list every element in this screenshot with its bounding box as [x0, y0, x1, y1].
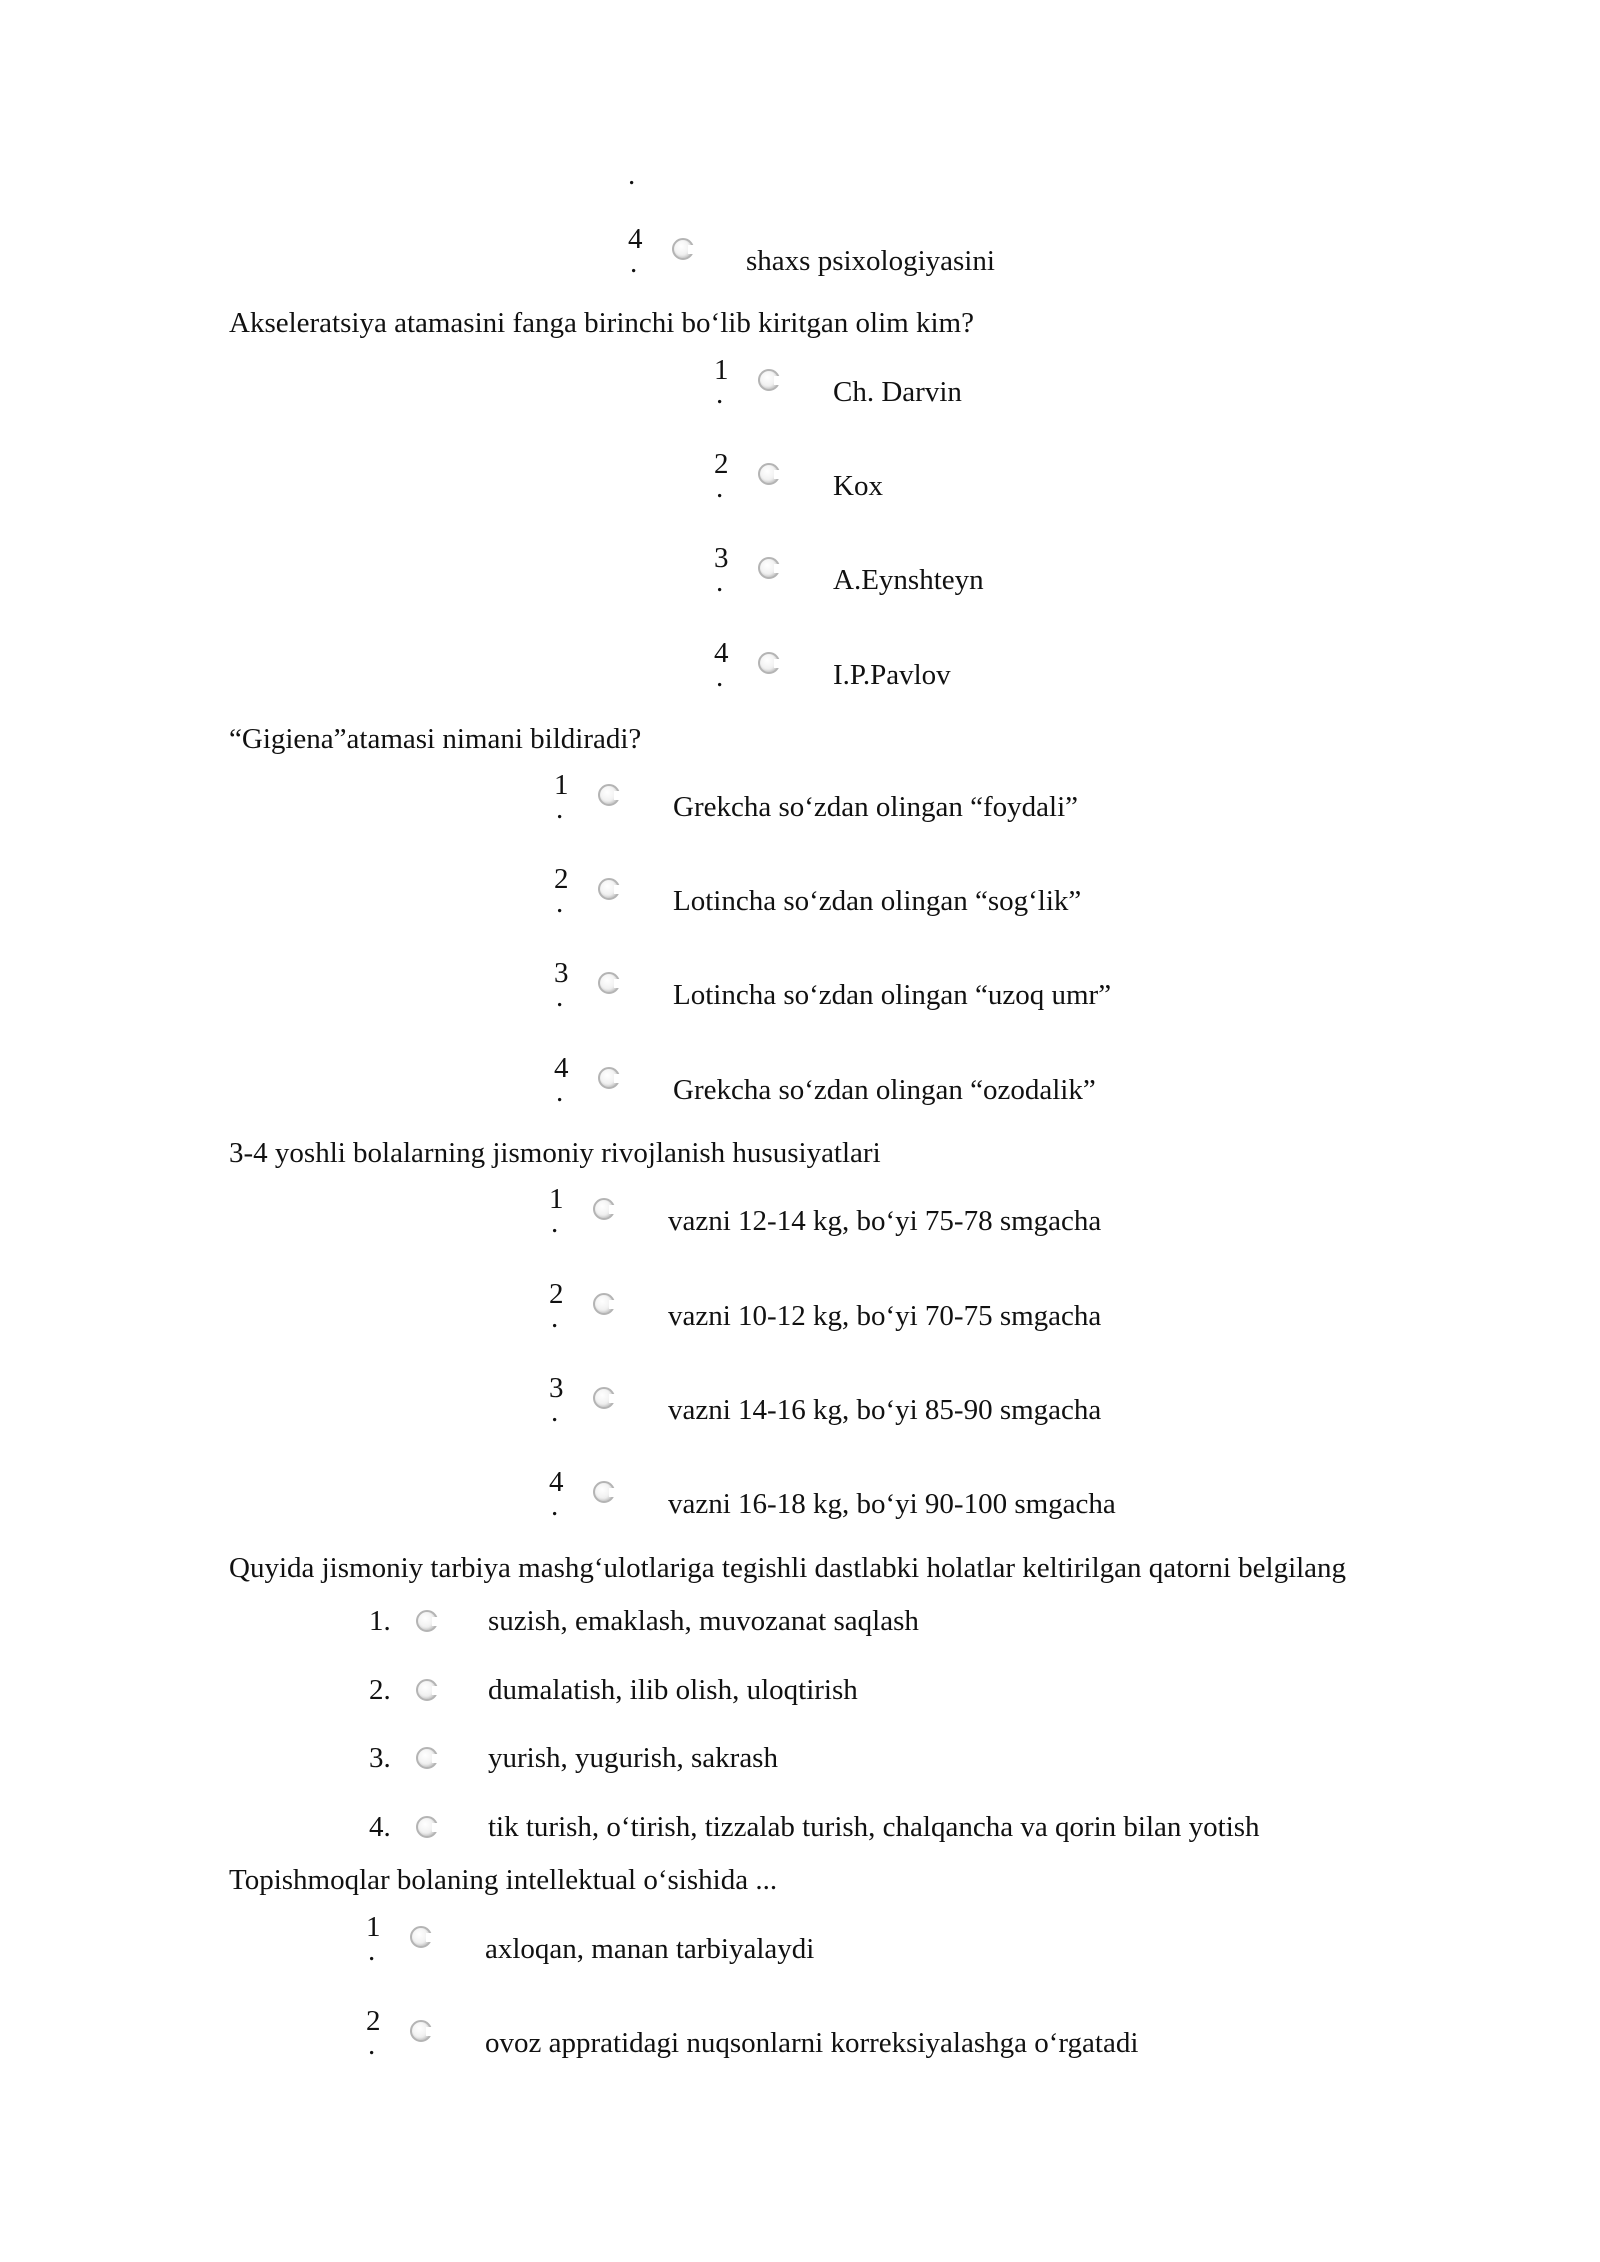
option-number: 4 [549, 1466, 564, 1498]
option-text: axloqan, manan tarbiyalaydi [485, 1933, 815, 1965]
option-number-dot: . [551, 1490, 559, 1522]
option-text: Grekcha so‘zdan olingan “ozodalik” [673, 1074, 1096, 1106]
option-number: 4 [554, 1052, 569, 1084]
option-number-dot: . [556, 887, 564, 919]
option-text: suzish, emaklash, muvozanat saqlash [488, 1605, 919, 1637]
option-number: 2 [366, 2005, 381, 2037]
radio-button[interactable] [593, 1387, 615, 1409]
option-text: vazni 14-16 kg, bo‘yi 85-90 smgacha [668, 1394, 1102, 1426]
question-text: “Gigiena”atamasi nimani bildiradi? [229, 723, 642, 755]
option-number-dot: . [556, 793, 564, 825]
radio-button[interactable] [593, 1293, 615, 1315]
radio-button[interactable] [758, 463, 780, 485]
option-text: Kox [833, 470, 883, 502]
option-number-dot: . [551, 1207, 559, 1239]
option-number-dot: . [716, 566, 724, 598]
option-text: shaxs psixologiyasini [746, 245, 995, 277]
option-text: Ch. Darvin [833, 376, 962, 408]
radio-button[interactable] [416, 1610, 438, 1632]
option-number: 2 [714, 448, 729, 480]
option-text: ovoz appratidagi nuqsonlarni korreksiyalashga o‘rgatadi [485, 2027, 1139, 2059]
option-number-dot: . [551, 1302, 559, 1334]
option-number-dot: . [628, 159, 636, 191]
option-number-dot: . [368, 2029, 376, 2061]
option-number-dot: . [556, 981, 564, 1013]
option-text: Grekcha so‘zdan olingan “foydali” [673, 791, 1079, 823]
radio-button[interactable] [758, 369, 780, 391]
option-text: vazni 10-12 kg, bo‘yi 70-75 smgacha [668, 1300, 1102, 1332]
radio-button[interactable] [598, 784, 620, 806]
radio-button[interactable] [410, 2020, 432, 2042]
option-number: 3 [549, 1372, 564, 1404]
radio-button[interactable] [598, 972, 620, 994]
radio-button[interactable] [758, 652, 780, 674]
option-number: 4 [628, 223, 643, 255]
option-number: 1 [714, 354, 729, 386]
option-number-dot: . [716, 661, 724, 693]
option-number: 4. [369, 1811, 391, 1843]
option-text: A.Eynshteyn [833, 564, 984, 596]
radio-button[interactable] [758, 557, 780, 579]
option-number-dot: . [716, 378, 724, 410]
radio-button[interactable] [672, 238, 694, 260]
option-number-dot: . [630, 247, 638, 279]
radio-button[interactable] [416, 1816, 438, 1838]
question-text: Akseleratsiya atamasini fanga birinchi bo‘lib kiritgan olim kim? [229, 307, 974, 339]
option-text: dumalatish, ilib olish, uloqtirish [488, 1674, 858, 1706]
option-text: Lotincha so‘zdan olingan “uzoq umr” [673, 979, 1112, 1011]
option-number: 2. [369, 1674, 391, 1706]
question-text: Topishmoqlar bolaning intellektual o‘sishida ... [229, 1864, 778, 1896]
option-number: 2 [554, 863, 569, 895]
radio-button[interactable] [598, 878, 620, 900]
radio-button[interactable] [416, 1679, 438, 1701]
option-number-dot: . [551, 1396, 559, 1428]
radio-button[interactable] [410, 1926, 432, 1948]
option-number-dot: . [368, 1935, 376, 1967]
option-number: 3 [554, 957, 569, 989]
option-number: 1 [549, 1183, 564, 1215]
option-number-dot: . [716, 472, 724, 504]
option-number: 4 [714, 637, 729, 669]
question-text: Quyida jismoniy tarbiya mashg‘ulotlariga tegishli dastlabki holatlar keltirilgan qatorni belgilang [229, 1552, 1347, 1584]
option-text: I.P.Pavlov [833, 659, 951, 691]
option-number: 1. [369, 1605, 391, 1637]
radio-button[interactable] [593, 1481, 615, 1503]
option-text: tik turish, o‘tirish, tizzalab turish, chalqancha va qorin bilan yotish [488, 1811, 1260, 1843]
option-number: 3 [714, 542, 729, 574]
option-number: 3. [369, 1742, 391, 1774]
option-number-dot: . [556, 1076, 564, 1108]
option-number: 1 [554, 769, 569, 801]
radio-button[interactable] [416, 1747, 438, 1769]
option-text: yurish, yugurish, sakrash [488, 1742, 778, 1774]
option-text: vazni 12-14 kg, bo‘yi 75-78 smgacha [668, 1205, 1102, 1237]
radio-button[interactable] [598, 1067, 620, 1089]
question-text: 3-4 yoshli bolalarning jismoniy rivojlanish hususiyatlari [229, 1137, 881, 1169]
option-number: 2 [549, 1278, 564, 1310]
option-text: vazni 16-18 kg, bo‘yi 90-100 smgacha [668, 1488, 1116, 1520]
radio-button[interactable] [593, 1198, 615, 1220]
option-text: Lotincha so‘zdan olingan “sog‘lik” [673, 885, 1082, 917]
option-number: 1 [366, 1911, 381, 1943]
